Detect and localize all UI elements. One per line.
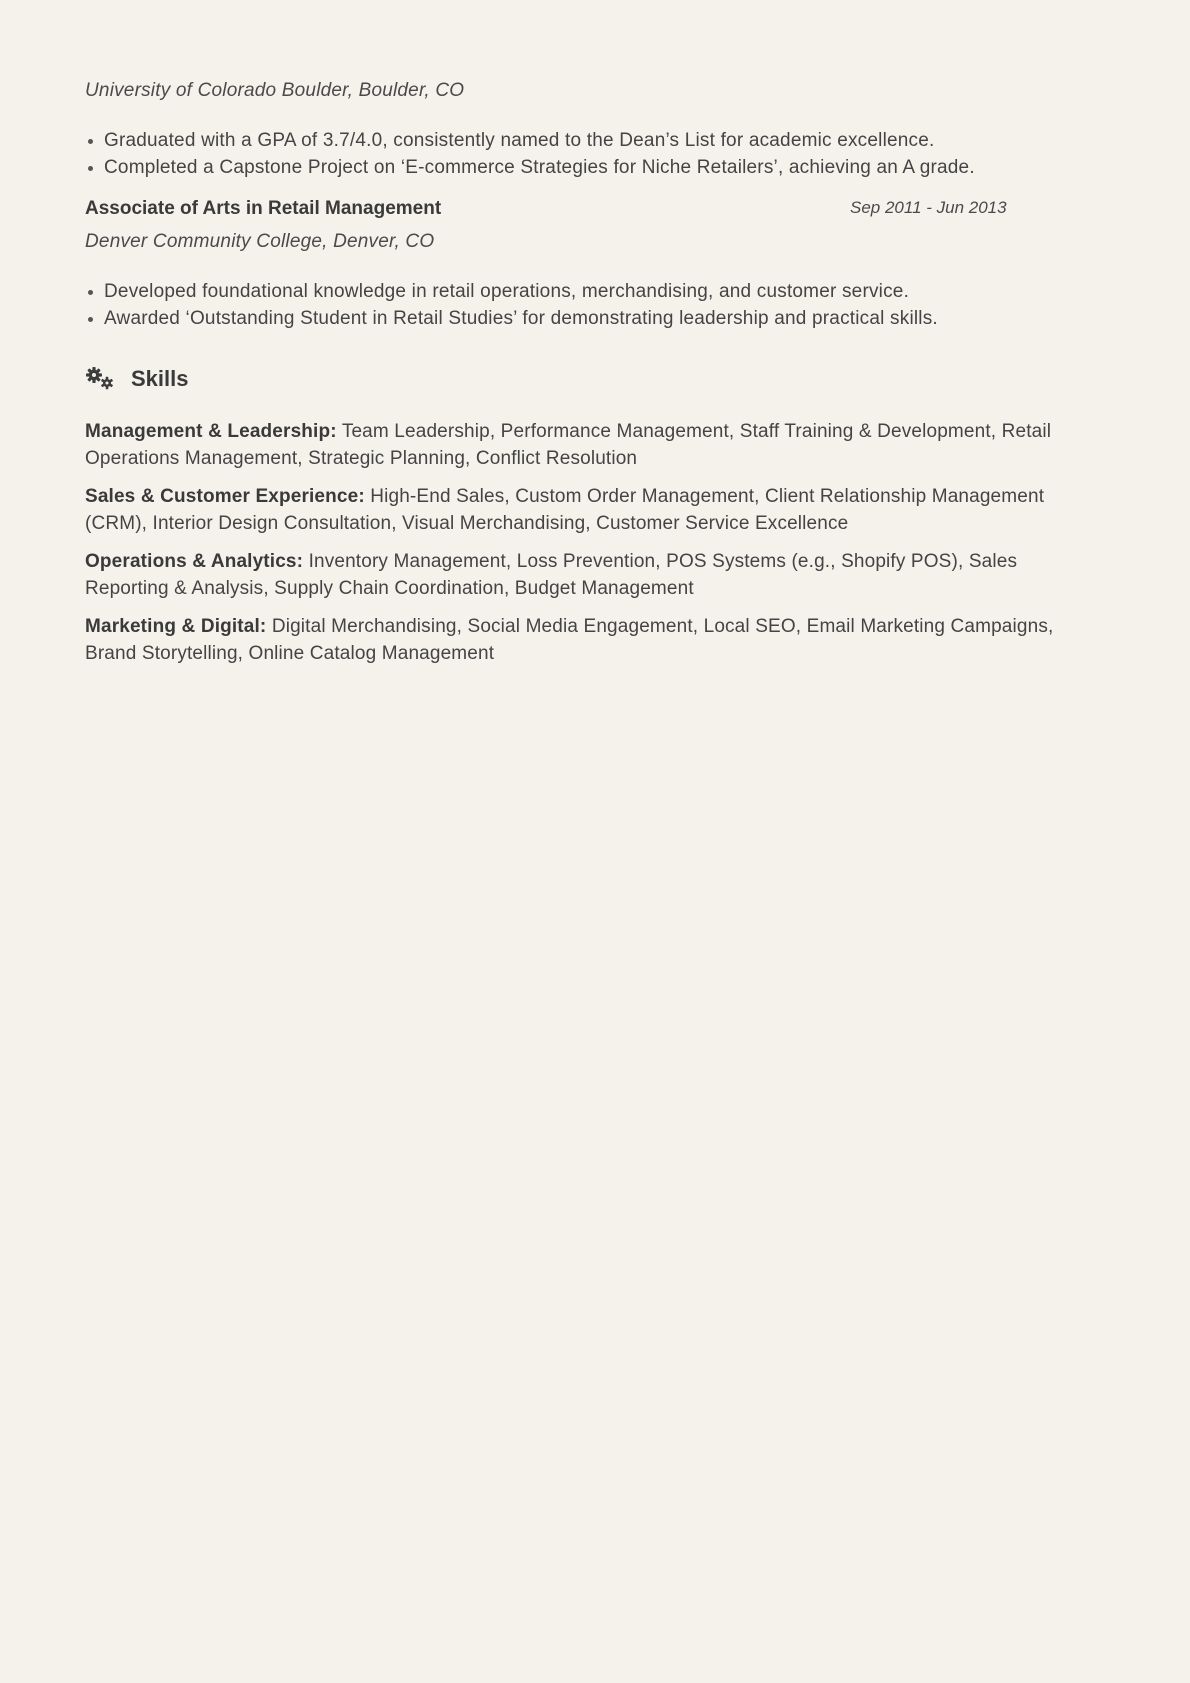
institution-name: University of Colorado Boulder, Boulder, CO — [85, 80, 465, 101]
skill-category: Management & Leadership: — [85, 421, 337, 442]
degree-row — [85, 198, 1105, 224]
skill-items: Digital Merchandising, Social Media Engagement, Local SEO, Email Marketing Campaigns, Brand Storytelling, Online Catalog Management — [85, 616, 1054, 664]
education-bullets — [85, 127, 1105, 181]
skill-group — [85, 418, 1105, 472]
list-item: Developed foundational knowledge in retail operations, merchandising, and customer service. — [85, 278, 1105, 305]
section-title: Skills — [131, 366, 189, 391]
institution-name: Denver Community College, Denver, CO — [85, 231, 435, 252]
skills-section-header — [85, 366, 188, 392]
list-item: Completed a Capstone Project on ‘E-commerce Strategies for Niche Retailers’, achieving an A grade. — [85, 154, 1105, 181]
skill-items: Inventory Management, Loss Prevention, POS Systems (e.g., Shopify POS), Sales Reporting & Analysis, Supply Chain Coordination, Budget Management — [85, 551, 1018, 599]
skill-items: High-End Sales, Custom Order Management, Client Relationship Management (CRM), Interior Design Consultation, Visual Merchandising, Customer Service Excellence — [85, 486, 1045, 534]
skill-category: Sales & Customer Experience: — [85, 486, 365, 507]
skill-category: Marketing & Digital: — [85, 616, 267, 637]
degree-dates: Sep 2011 - Jun 2013 — [850, 198, 1007, 217]
list-item: Graduated with a GPA of 3.7/4.0, consistently named to the Dean’s List for academic excellence. — [85, 127, 1105, 154]
skill-items: Team Leadership, Performance Management, Staff Training & Development, Retail Operations Management, Strategic Planning, Conflict Resolution — [85, 421, 1052, 469]
skill-group — [85, 613, 1105, 667]
degree-title: Associate of Arts in Retail Management — [85, 198, 442, 219]
skill-category: Operations & Analytics: — [85, 551, 304, 572]
skills-list — [85, 418, 1105, 667]
list-item: Awarded ‘Outstanding Student in Retail Studies’ for demonstrating leadership and practical skills. — [85, 305, 1105, 332]
gears-icon — [85, 366, 115, 392]
education-bullets — [85, 278, 1105, 332]
skill-group — [85, 548, 1105, 602]
skill-group — [85, 483, 1105, 537]
